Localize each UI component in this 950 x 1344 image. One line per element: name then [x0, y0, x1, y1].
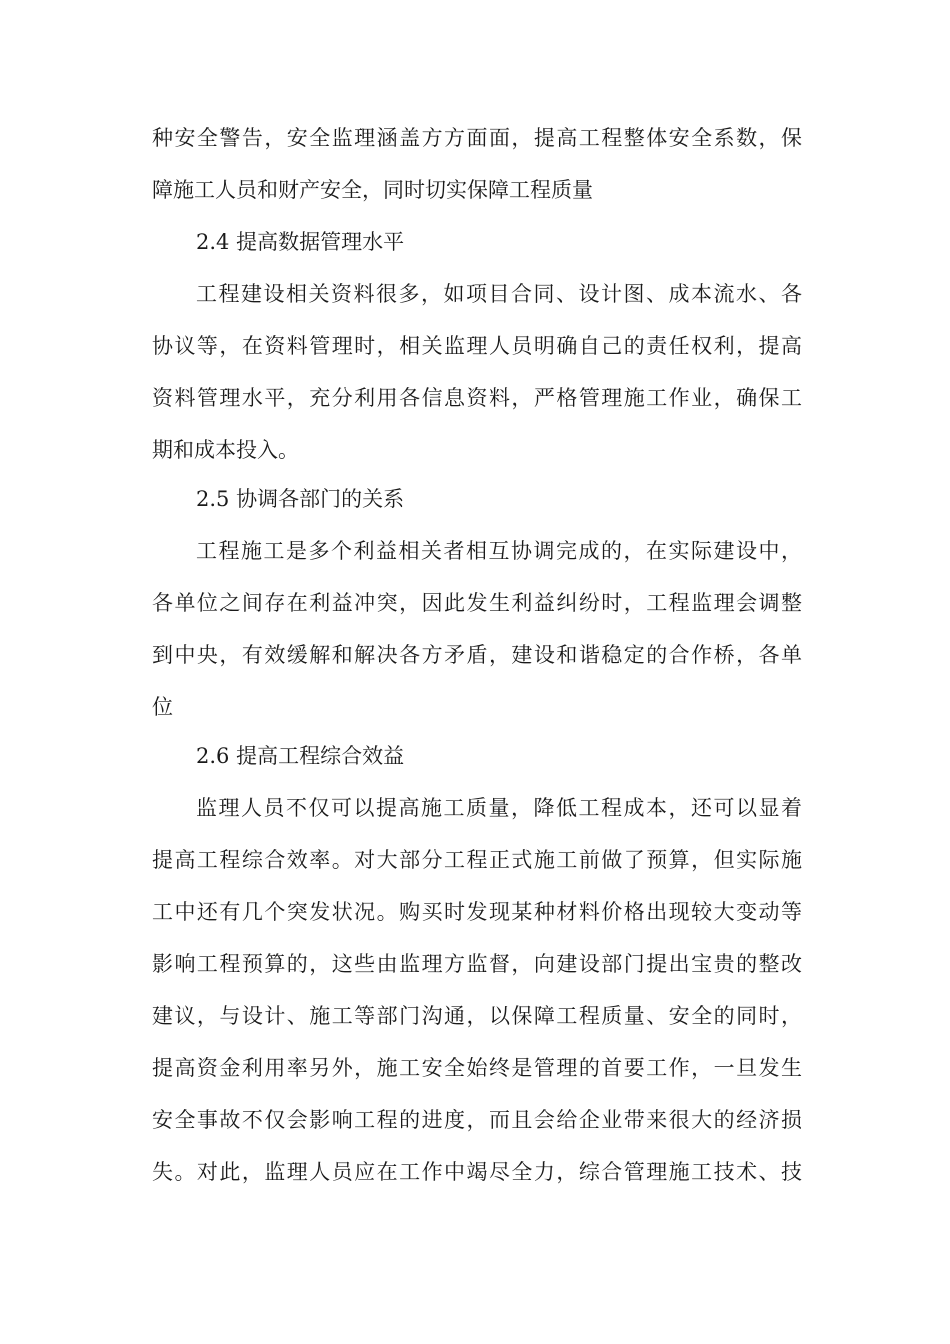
paragraph-line: 到中央，有效缓解和解决各方矛盾，建设和谐稳定的合作桥，各单: [152, 643, 802, 667]
paragraph-line: 期和成本投入。: [152, 438, 299, 462]
paragraph-line: 工程施工是多个利益相关者相互协调完成的，在实际建设中，: [196, 539, 802, 563]
section-heading-2-5: 2.5 协调各部门的关系: [196, 487, 405, 511]
paragraph-line: 种安全警告，安全监理涵盖方方面面，提高工程整体安全系数，保: [152, 126, 802, 150]
paragraph-line: 提高资金利用率另外，施工安全始终是管理的首要工作，一旦发生: [152, 1056, 802, 1080]
paragraph-line: 协议等，在资料管理时，相关监理人员明确自己的责任权利，提高: [152, 334, 802, 358]
paragraph-line: 提高工程综合效率。对大部分工程正式施工前做了预算，但实际施: [152, 848, 802, 872]
paragraph-line: 失。对此，监理人员应在工作中竭尽全力，综合管理施工技术、技: [152, 1160, 802, 1184]
paragraph-line: 工中还有几个突发状况。购买时发现某种材料价格出现较大变动等: [152, 900, 802, 924]
section-heading-2-4: 2.4 提高数据管理水平: [196, 230, 405, 254]
paragraph-line: 障施工人员和财产安全，同时切实保障工程质量: [152, 178, 593, 202]
section-heading-2-6: 2.6 提高工程综合效益: [196, 744, 405, 768]
paragraph-line: 工程建设相关资料很多，如项目合同、设计图、成本流水、各: [196, 282, 802, 306]
paragraph-line: 各单位之间存在利益冲突，因此发生利益纠纷时，工程监理会调整: [152, 591, 802, 615]
paragraph-line: 安全事故不仅会影响工程的进度，而且会给企业带来很大的经济损: [152, 1108, 802, 1132]
paragraph-line: 资料管理水平，充分利用各信息资料，严格管理施工作业，确保工: [152, 386, 802, 410]
paragraph-line: 位: [152, 695, 173, 719]
paragraph-line: 建议，与设计、施工等部门沟通，以保障工程质量、安全的同时，: [152, 1004, 802, 1028]
paragraph-line: 监理人员不仅可以提高施工质量，降低工程成本，还可以显着: [196, 796, 802, 820]
paragraph-line: 影响工程预算的，这些由监理方监督，向建设部门提出宝贵的整改: [152, 952, 802, 976]
